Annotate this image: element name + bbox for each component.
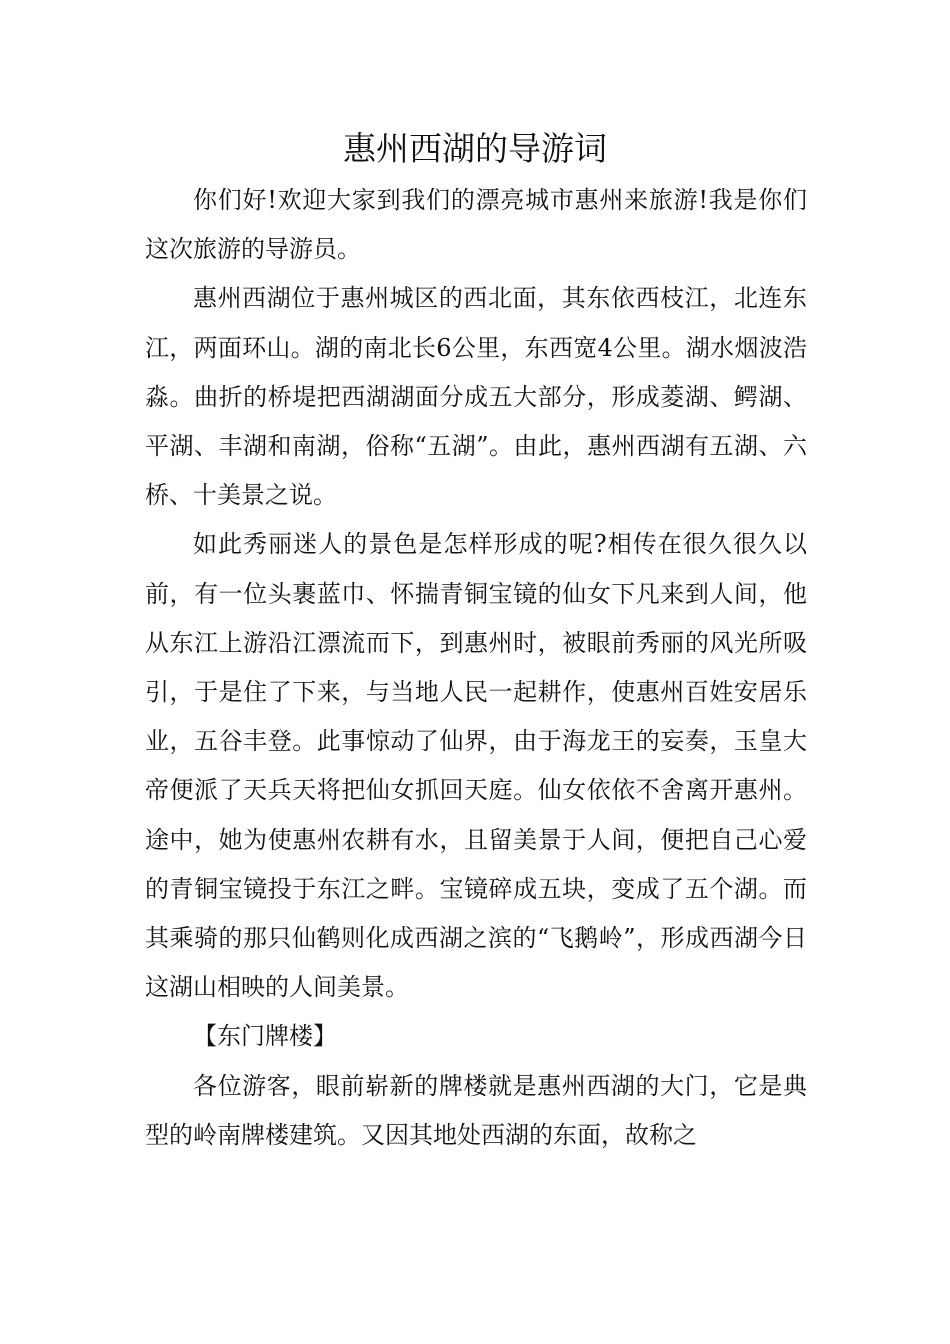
paragraph-east-gate: 各位游客，眼前崭新的牌楼就是惠州西湖的大门，它是典型的岭南牌楼建筑。又因其地处西湖的东面，故称之 bbox=[145, 1071, 807, 1149]
paragraph-location: 惠州西湖位于惠州城区的西北面，其东依西枝江，北连东江，两面环山。湖的南北长6公里，东西宽4公里。湖水烟波浩淼。曲折的桥堤把西湖湖面分成五大部分，形成菱湖、鳄湖、平湖、丰湖和南湖，俗称“五湖”。由此，惠州西湖有五湖、六桥、十美景之说。 bbox=[145, 284, 807, 510]
paragraph-greeting: 你们好!欢迎大家到我们的漂亮城市惠州来旅游!我是你们这次旅游的导游员。 bbox=[145, 186, 807, 264]
document-body bbox=[145, 176, 807, 1160]
section-heading-east-gate: 【东门牌楼】 bbox=[193, 1022, 337, 1051]
document-title: 惠州西湖的导游词 bbox=[343, 129, 607, 168]
paragraph-legend: 如此秀丽迷人的景色是怎样形成的呢?相传在很久很久以前，有一位头裹蓝巾、怀揣青铜宝镜的仙女下凡来到人间，他从东江上游沿江漂流而下，到惠州时，被眼前秀丽的风光所吸引，于是住了下来，与当地人民一起耕作，使惠州百姓安居乐业，五谷丰登。此事惊动了仙界，由于海龙王的妄奏，玉皇大帝便派了天兵天将把仙女抓回天庭。仙女依依不舍离开惠州。途中，她为使惠州农耕有水，且留美景于人间，便把自己心爱的青铜宝镜投于东江之畔。宝镜碎成五块，变成了五个湖。而其乘骑的那只仙鹤则化成西湖之滨的“飞鹅岭”，形成西湖今日这湖山相映的人间美景。 bbox=[145, 530, 807, 1002]
